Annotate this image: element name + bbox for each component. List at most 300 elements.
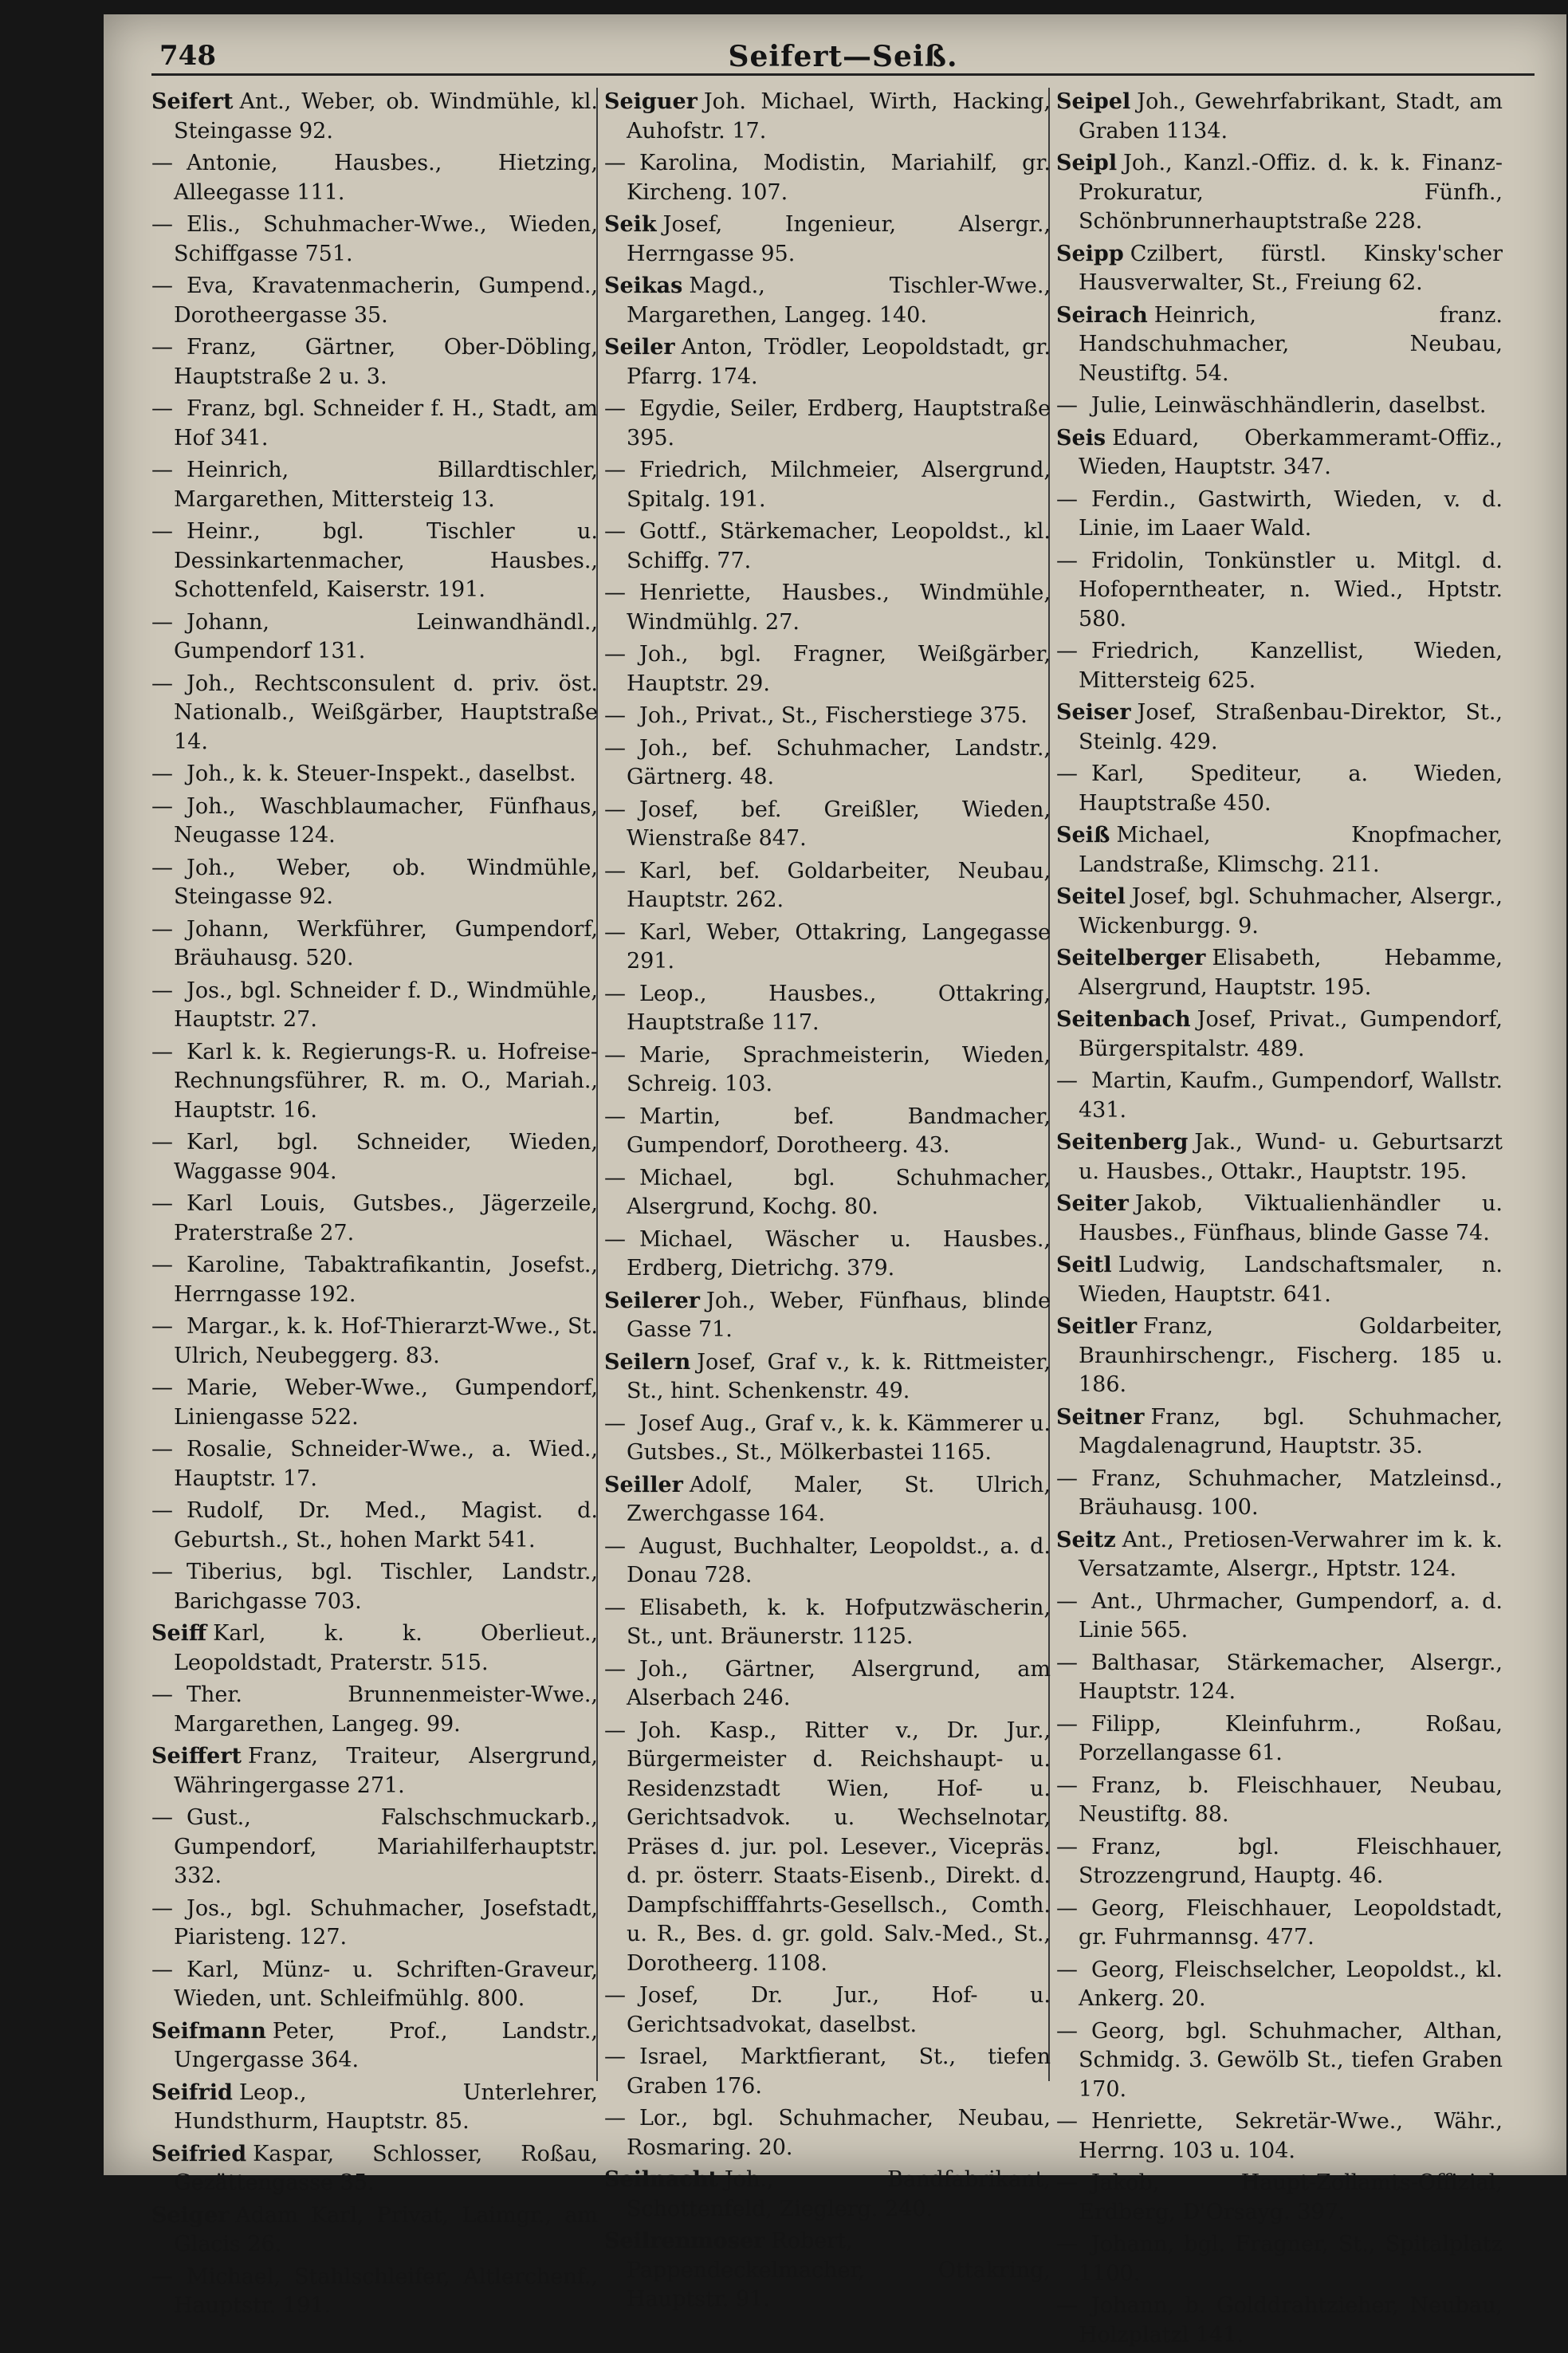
ditto-dash: — <box>1056 1773 1078 1798</box>
ditto-dash: — <box>604 1718 626 1743</box>
surname-heading: Seiter <box>1056 1191 1129 1216</box>
surname-heading: Seis <box>1056 425 1106 451</box>
entry-text: Karl k. k. Regierungs-R. u. Hofreise-Rechnungsführer, R. m. O., Mariah., Hauptstr. 16. <box>174 1039 598 1123</box>
entry-text: Magd., Tischler-Wwe., Margarethen, Langeg. 140. <box>627 273 1051 328</box>
directory-subentry <box>1056 1956 1503 2014</box>
entry-text: Franz, Gärtner, Ober-Döbling, Hauptstraße 2 u. 3. <box>174 335 598 389</box>
entry-text: Heinr., bgl. Tischler u. Dessinkartenmacher, Hausbes., Schottenfeld, Kaiserstr. 191. <box>174 519 598 602</box>
ditto-dash: — <box>604 1165 626 1190</box>
ditto-dash: — <box>151 1682 173 1707</box>
directory-subentry <box>151 395 598 453</box>
ditto-dash: — <box>151 458 173 482</box>
directory-subentry <box>151 333 598 392</box>
ditto-dash: — <box>1056 1957 1078 1982</box>
surname-heading: Seilern <box>604 1349 691 1375</box>
entry-text: Joh., k. k. Steuer-Inspekt., daselbst. <box>187 761 576 786</box>
directory-subentry <box>1056 2292 1503 2350</box>
directory-subentry <box>604 395 1051 453</box>
entry-text: Elisabeth, k. k. Hofputzwäscherin, St., unt. Bräunerstr. 1125. <box>627 1595 1051 1649</box>
entry-text: Kaspar, Schlosser, Roßau, Gezättengasse 35. <box>174 2141 598 2195</box>
directory-subentry <box>151 1681 598 1739</box>
entry-text: Martin, Kaufm., Gumpendorf, Wallstr. 431. <box>1079 1068 1503 1123</box>
ditto-dash: — <box>1056 1588 1078 1614</box>
ditto-dash: — <box>151 609 173 635</box>
ditto-dash: — <box>151 1039 173 1064</box>
directory-subentry <box>604 517 1051 576</box>
entry-text: Ant., Weber, ob. Windmühle, kl. Steingasse 92. <box>174 89 598 144</box>
ditto-dash: — <box>151 855 173 880</box>
directory-entry <box>151 2017 598 2076</box>
directory-subentry <box>151 608 598 667</box>
entry-text: Josef, Straßenbau-Direktor, St., Steinlg. 429. <box>1079 700 1503 754</box>
directory-subentry <box>604 1410 1051 1468</box>
entry-text: Johann, b. Golddrahtzieher, Neubau, Holzplatzl 141. <box>1079 2293 1503 2347</box>
entry-text: Leop., Unterlehrer, Hundsthurm, Hauptstr. 85. <box>174 2080 598 2134</box>
directory-subentry <box>151 1804 598 1891</box>
entry-text: Jos., bgl. Schuhmacher, Josefstadt, Piaristeng. 127. <box>174 1895 598 1950</box>
directory-subentry <box>604 1226 1051 1284</box>
directory-entry <box>1056 149 1503 237</box>
ditto-dash: — <box>1056 2170 1078 2195</box>
ditto-dash: — <box>151 1957 173 1982</box>
directory-subentry <box>604 1164 1051 1222</box>
directory-entry <box>1056 944 1503 1002</box>
entry-text: Heinrich, franz. Handschuhmacher, Neubau, Neustiftg. 54. <box>1079 302 1503 386</box>
entry-text: Heinrich, Billardtischler, Margarethen, Mittersteig 13. <box>174 458 598 512</box>
surname-heading: Seifmann <box>151 2018 266 2044</box>
surname-heading: Seik <box>604 212 657 237</box>
page-header <box>151 24 1535 76</box>
ditto-dash: — <box>604 981 626 1006</box>
directory-subentry <box>1056 1833 1503 1891</box>
ditto-dash: — <box>151 1314 173 1339</box>
surname-heading: Seitel <box>1056 884 1126 909</box>
entry-text: Franz, Schuhmacher, Matzleinsd., Bräuhausg. 100. <box>1079 1466 1503 1520</box>
ditto-dash: — <box>151 1191 173 1216</box>
entry-text: Peter, Prof., Landstr., Ungergasse 364. <box>174 2018 598 2072</box>
ditto-dash: — <box>1056 1650 1078 1675</box>
directory-subentry <box>151 1251 598 1309</box>
directory-subentry <box>151 1435 598 1493</box>
entry-text: Karl, Weber, Ottakring, Langegasse 291. <box>627 919 1051 974</box>
page-number: 748 <box>159 40 216 72</box>
directory-entry <box>1056 883 1503 941</box>
ditto-dash: — <box>151 151 173 175</box>
entry-text: Marie, Weber-Wwe., Gumpendorf, Liniengasse 522. <box>174 1375 598 1430</box>
entry-text: Karl, bgl. Schneider, Wieden, Waggasse 904. <box>174 1130 598 1184</box>
ditto-dash: — <box>1056 2109 1078 2134</box>
directory-subentry <box>1056 486 1503 544</box>
directory-entry <box>1056 1251 1503 1309</box>
entry-text: Georg, bgl. Schuhmacher, Althan, Schmidg. 3. Gewölb St., tiefen Graben 170. <box>1079 2018 1503 2102</box>
directory-subentry <box>604 980 1051 1038</box>
directory-subentry <box>604 1533 1051 1591</box>
entry-text: Michael, bgl. Schuhmacher, Alsergrund, Kochg. 80. <box>627 1165 1051 1219</box>
entry-text: Israel, Marktfierant, St., tiefen Graben 176. <box>627 2044 1051 2099</box>
entry-text: Martin, bef. Bandmacher, Gumpendorf, Dorotheerg. 43. <box>627 1104 1051 1158</box>
entry-text: Josef, Ingenieur, Alsergr., Herrngasse 95. <box>627 212 1051 266</box>
surname-heading: Seitenbach <box>1056 1007 1191 1032</box>
ditto-dash: — <box>151 761 173 786</box>
surname-heading: Seitz <box>1056 1527 1116 1552</box>
surname-heading: Seiß <box>1056 823 1110 848</box>
entry-text: Adam Karl, Privat, Laimgr., am Glacis 26. <box>174 2202 598 2257</box>
ditto-dash: — <box>604 2106 626 2131</box>
entry-text: Georg, Fleischhauer, Leopoldstadt, gr. Fuhrmannsg. 477. <box>1079 1895 1503 1950</box>
directory-subentry <box>1056 1588 1503 1646</box>
directory-subentry <box>1056 2017 1503 2105</box>
entry-text: Balthasar, Stärkemacher, Alsergr., Hauptstr. 124. <box>1079 1650 1503 1704</box>
entry-text: Karoline, Tabaktrafikantin, Josefst., Herrngasse 192. <box>174 1253 598 1307</box>
directory-subentry <box>1056 1772 1503 1830</box>
ditto-dash: — <box>604 1595 626 1620</box>
entry-text: Czilbert, fürstl. Kinsky'scher Hausverwalter, St., Freiung 62. <box>1079 241 1503 295</box>
directory-subentry <box>604 857 1051 915</box>
surname-heading: Seifried <box>151 2141 247 2166</box>
entry-text: Josef, bgl. Schuhmacher, Alsergr., Wickenburgg. 9. <box>1079 884 1503 938</box>
ditto-dash: — <box>604 1042 626 1068</box>
directory-subentry <box>604 640 1051 698</box>
directory-subentry <box>151 1497 598 1555</box>
entry-text: Lor., bgl. Schuhmacher, Neubau, Rosmaring. 20. <box>627 2106 1051 2160</box>
ditto-dash: — <box>1056 2293 1078 2318</box>
directory-entry <box>1056 88 1503 146</box>
ditto-dash: — <box>151 519 173 544</box>
column-middle <box>604 88 1051 2318</box>
directory-subentry <box>151 915 598 974</box>
directory-subentry <box>1056 1649 1503 1707</box>
surname-heading: Seipel <box>1056 89 1131 114</box>
entry-text: Tiberius, bgl. Tischler, Landstr., Barichgasse 703. <box>174 1560 598 1614</box>
directory-entry <box>151 1742 598 1800</box>
directory-subentry <box>151 211 598 269</box>
directory-entry <box>151 88 598 146</box>
entry-text: Adolf, Maler, St. Ulrich, Zwerchgasse 164. <box>627 1472 1051 1526</box>
ditto-dash: — <box>151 1375 173 1400</box>
directory-subentry <box>604 149 1051 207</box>
entry-text: Friedrich, Kanzellist, Wieden, Mittersteig 625. <box>1079 639 1503 693</box>
entry-text: Karl, k. k. Oberlieut., Leopoldstadt, Praterstr. 515. <box>174 1621 598 1675</box>
ditto-dash: — <box>151 1805 173 1830</box>
ditto-dash: — <box>151 273 173 298</box>
entry-text: Karl, Münz- u. Schriften-Graveur, Wieden, unt. Schleifmühlg. 800. <box>174 1957 598 2011</box>
entry-text: Franz, Traiteur, Alsergrund, Währingergasse 271. <box>174 1744 598 1798</box>
directory-entry <box>1056 1128 1503 1186</box>
directory-entry <box>1056 1312 1503 1400</box>
directory-subentry <box>1056 637 1503 695</box>
entry-text: Henriette, Sekretär-Wwe., Währ., Herrng. 103 u. 104. <box>1079 2109 1503 2163</box>
entry-text: Franz, Goldarbeiter, Braunhirschengr., Fischerg. 185 u. 186. <box>1079 1314 1503 1397</box>
directory-subentry <box>1056 392 1503 421</box>
entry-text: Joh., Gewehrfabrikant, Stadt, am Graben 1134. <box>1079 89 1503 144</box>
entry-text: Marie, Sprachmeisterin, Wieden, Schreig. 103. <box>627 1042 1051 1096</box>
directory-entry <box>1056 821 1503 879</box>
entry-text: Ludwig, Landschaftsmaler, n. Wieden, Hauptstr. 641. <box>1079 1253 1503 1307</box>
ditto-dash: — <box>604 797 626 822</box>
entry-text: Johann, bgl. Fragner, St., Spitalplatz 1100. <box>1079 2232 1503 2286</box>
entry-text: Josef, Privat., Gumpendorf, Bürgerspitalstr. 489. <box>1079 1007 1503 1061</box>
ditto-dash: — <box>604 919 626 945</box>
entry-text: Ant., Uhrmacher, Gumpendorf, a. d. Linie 565. <box>1079 1588 1503 1643</box>
surname-heading: Seiguer <box>604 89 698 114</box>
entry-text: Elis., Schuhmacher-Wwe., Wieden, Schiffgasse 751. <box>174 212 598 266</box>
entry-text: Eva, Kravatenmacherin, Gumpend., Dorotheergasse 35. <box>174 273 598 328</box>
directory-subentry <box>151 272 598 330</box>
entry-text: August, Buchhalter, Leopoldst., a. d. Donau 728. <box>627 1533 1051 1588</box>
directory-subentry <box>151 854 598 912</box>
ditto-dash: — <box>604 1226 626 1252</box>
ditto-dash: — <box>1056 2018 1078 2044</box>
entry-text: Ther. Brunnenmeister-Wwe., Margarethen, Langeg. 99. <box>174 1682 598 1737</box>
entry-text: Anton, Trödler, Leopoldstadt, gr. Pfarrg. 174. <box>627 335 1051 389</box>
ditto-dash: — <box>1056 393 1078 418</box>
entry-text: Karl, bef. Goldarbeiter, Neubau, Hauptstr. 262. <box>627 858 1051 912</box>
entry-text: Joh., Weber, Fünfhaus, blinde Gasse 71. <box>627 1288 1051 1342</box>
ditto-dash: — <box>151 396 173 421</box>
directory-subentry <box>1056 2169 1503 2227</box>
ditto-dash: — <box>151 671 173 696</box>
ditto-dash: — <box>604 519 626 544</box>
directory-subentry <box>604 1041 1051 1100</box>
surname-heading: Seiler <box>604 335 675 360</box>
directory-entry <box>1056 1190 1503 1248</box>
ditto-dash: — <box>151 916 173 942</box>
ditto-dash: — <box>604 396 626 421</box>
directory-subentry <box>1056 760 1503 818</box>
directory-entry <box>1056 1005 1503 1064</box>
directory-subentry <box>151 456 598 514</box>
directory-entry <box>1056 1403 1503 1462</box>
entry-text: Johann, Leinwandhändl., Gumpendorf 131. <box>174 609 598 663</box>
directory-subentry <box>604 702 1051 731</box>
directory-subentry <box>151 2263 598 2321</box>
entry-text: Jos., bgl. Schneider f. D., Windmühle, Hauptstr. 27. <box>174 978 598 1032</box>
directory-entry <box>1056 424 1503 482</box>
entry-text: Antonie, Hausbes., Hietzing, Alleegasse 111. <box>174 151 598 205</box>
ditto-dash: — <box>604 1533 626 1559</box>
entry-text: Karl Louis, Gutsbes., Jägerzeile, Praterstraße 27. <box>174 1191 598 1245</box>
surname-heading: Seitl <box>1056 1253 1112 1277</box>
ditto-dash: — <box>151 1253 173 1277</box>
directory-subentry <box>151 1038 598 1126</box>
surname-heading: Seiff <box>151 1621 207 1646</box>
directory-subentry <box>151 1956 598 2014</box>
directory-entry <box>151 1619 598 1678</box>
directory-entry <box>604 1287 1051 1345</box>
directory-subentry <box>151 1374 598 1432</box>
entry-text: Ant., Pretiosen-Verwahrer im k. k. Versatzamte, Alsergr., Hptstr. 124. <box>1079 1527 1503 1581</box>
directory-subentry <box>1056 547 1503 635</box>
surname-heading: Seilnacht <box>604 2167 718 2192</box>
directory-subentry <box>604 1655 1051 1714</box>
surname-heading: Seitner <box>1056 1404 1145 1430</box>
directory-entry <box>151 2079 598 2137</box>
directory-entry <box>1056 301 1503 389</box>
directory-entry <box>1056 698 1503 757</box>
surname-heading: Seipp <box>1056 241 1124 266</box>
directory-entry <box>604 1348 1051 1407</box>
ditto-dash: — <box>604 458 626 482</box>
ditto-dash: — <box>1056 1711 1078 1737</box>
entry-text: Eduard, Oberkammeramt-Offiz., Wieden, Hauptstr. 347. <box>1079 425 1503 479</box>
ditto-dash: — <box>604 858 626 883</box>
directory-page <box>104 14 1566 2347</box>
ditto-dash: — <box>151 1130 173 1155</box>
entry-text: Elisabeth, Hebamme, Alsergrund, Hauptstr. 195. <box>1079 946 1503 1000</box>
entry-text: Henriette, Hausbes., Windmühle, Windmühlg. 27. <box>627 580 1051 635</box>
directory-subentry <box>151 1190 598 1248</box>
ditto-dash: — <box>151 212 173 237</box>
directory-entry <box>1056 1526 1503 1584</box>
ditto-dash: — <box>151 2264 173 2289</box>
entry-text: Franz, bgl. Schneider f. H., Stadt, am Hof 341. <box>174 396 598 451</box>
directory-subentry <box>151 1558 598 1616</box>
entry-text: Johann, Werkführer, Gumpendorf, Bräuhausg. 520. <box>174 916 598 970</box>
directory-subentry <box>151 1312 598 1371</box>
ditto-dash: — <box>151 1437 173 1462</box>
entry-text: Joh. Michael, Wirth, Hacking, Auhofstr. 17. <box>627 89 1051 144</box>
surname-heading: Seitelberger <box>1056 946 1206 970</box>
entry-text: Joh., Bandfabrikant, Schottenfeld, Zieglerg. 240. <box>627 2167 1051 2221</box>
directory-subentry <box>1056 1710 1503 1769</box>
directory-subentry <box>604 1103 1051 1161</box>
entry-text: Friedrich, Milchmeier, Alsergrund, Spitalg. 191. <box>627 458 1051 512</box>
ditto-dash: — <box>151 1895 173 1921</box>
ditto-dash: — <box>604 1983 626 2008</box>
surname-heading: Seikas <box>604 273 683 298</box>
directory-subentry <box>604 456 1051 514</box>
entry-text: Fridolin, Tonkünstler u. Mitgl. d. Hofoperntheater, n. Wied., Hptstr. 580. <box>1079 548 1503 632</box>
entry-text: Michael, Wäscher u. Hausbes., Erdberg, Dietrichg. 379. <box>627 1226 1051 1281</box>
directory-subentry <box>1056 1895 1503 1953</box>
directory-subentry <box>151 760 598 789</box>
ditto-dash: — <box>1056 548 1078 573</box>
ditto-dash: — <box>1056 1834 1078 1859</box>
entry-text: Gottf., Stärkemacher, Leopoldst., kl. Schiffg. 77. <box>627 519 1051 573</box>
entry-text: Egydie, Seiler, Erdberg, Hauptstraße 395. <box>627 396 1051 451</box>
ditto-dash: — <box>604 1656 626 1682</box>
ditto-dash: — <box>1056 1466 1078 1491</box>
directory-entry <box>604 2227 1051 2315</box>
ditto-dash: — <box>151 793 173 819</box>
directory-subentry <box>151 977 598 1035</box>
entry-text: Julie, Leinwäschhändlerin, daselbst. <box>1091 393 1487 418</box>
ditto-dash: — <box>1056 486 1078 512</box>
ditto-dash: — <box>604 735 626 761</box>
surname-heading: Seifrid <box>151 2080 233 2105</box>
directory-subentry <box>604 734 1051 793</box>
entry-text: Rudolf, Dr. Med., Magist. d. Geburtsh., St., hohen Markt 541. <box>174 1498 598 1552</box>
ditto-dash: — <box>151 1498 173 1523</box>
directory-subentry <box>1056 1067 1503 1125</box>
entry-text: Josef, Graf v., k. k. Rittmeister, St., hint. Schenkenstr. 49. <box>627 1349 1051 1403</box>
surname-heading: Seitenberg <box>1056 1130 1189 1155</box>
entry-text: Joh., Privat., St., Fischerstiege 375. <box>639 703 1028 728</box>
ditto-dash: — <box>604 703 626 728</box>
entry-text: Joh., Rechtsconsulent d. priv. öst. Nationalb., Weißgärber, Hauptstraße 14. <box>174 671 598 754</box>
directory-subentry <box>604 1717 1051 1979</box>
directory-subentry <box>604 796 1051 854</box>
directory-subentry <box>151 793 598 851</box>
ditto-dash: — <box>151 335 173 360</box>
column-left <box>151 88 598 2324</box>
directory-subentry <box>604 1594 1051 1652</box>
entry-text: Joh., bgl. Fragner, Weißgärber, Hauptstr. 29. <box>627 642 1051 696</box>
entry-text: Joh., bef. Schuhmacher, Landstr., Gärtnerg. 48. <box>627 735 1051 789</box>
entry-text: Rosalie, Schneider-Wwe., a. Wied., Hauptstr. 17. <box>174 1437 598 1491</box>
directory-entry <box>151 2140 598 2198</box>
directory-subentry <box>151 517 598 605</box>
directory-entry <box>151 2202 598 2260</box>
entry-text: Joh., Kanzl.-Offiz. d. k. k. Finanz-Prokuratur, Fünfh., Schönbrunnerhauptstraße 228. <box>1079 151 1503 234</box>
surname-heading: Seiffert <box>151 1744 242 1769</box>
directory-subentry <box>604 579 1051 637</box>
ditto-dash: — <box>151 1560 173 1584</box>
ditto-dash: — <box>1056 1895 1078 1921</box>
directory-subentry <box>604 1981 1051 2040</box>
entry-text: Robert, Pappendeckelmacher, Ottakring, Hauptstr. 91. <box>627 2229 1051 2312</box>
column-right <box>1056 88 1503 2353</box>
directory-entry <box>604 88 1051 146</box>
ditto-dash: — <box>604 2044 626 2069</box>
entry-text: Filipp, Kleinfuhrm., Roßau, Porzellangasse 61. <box>1079 1711 1503 1765</box>
entry-text: Michael, Stahlschleifer, Altlerchenf., Hauptstr. 191. <box>174 2264 598 2318</box>
entry-text: Joh., Gärtner, Alsergrund, am Alserbach 246. <box>627 1656 1051 1710</box>
ditto-dash: — <box>1056 1068 1078 1093</box>
directory-subentry <box>604 919 1051 977</box>
entry-text: Franz, b. Fleischhauer, Neubau, Neustiftg. 88. <box>1079 1773 1503 1827</box>
surname-heading: Seiser <box>1056 700 1131 725</box>
entry-text: Franz, bgl. Fleischhauer, Strozzengrund, Hauptg. 46. <box>1079 1834 1503 1888</box>
entry-text: Joh. Kasp., Ritter v., Dr. Jur., Bürgermeister d. Reichshaupt- u. Residenzstadt Wien, Hof- u. Gerichtsadvok. u. Wechselnotar, Präses d. jur. pol. Lesever., Vicepräs. d. pr. österr. Staats-Eisenb., Direkt. d. Dampfschifffahrts-Gesellsch., Comth. u. R., Bes. d. gr. gold. Salv.-Med., St., Dorotheerg. 1108. <box>627 1718 1051 1976</box>
entry-text: Karl, Spediteur, a. Wieden, Hauptstraße 450. <box>1079 761 1503 816</box>
entry-text: Margar., k. k. Hof-Thierarzt-Wwe., St. Ulrich, Neubeggerg. 83. <box>174 1314 598 1368</box>
directory-entry <box>604 211 1051 269</box>
ditto-dash: — <box>1056 2232 1078 2257</box>
entry-text: Jak., Wund- u. Geburtsarzt u. Hausbes., Ottakr., Hauptstr. 195. <box>1079 1130 1503 1184</box>
directory-subentry <box>604 2104 1051 2162</box>
directory-subentry <box>151 670 598 757</box>
directory-entry <box>604 333 1051 392</box>
directory-entry <box>604 2166 1051 2224</box>
directory-subentry <box>1056 1465 1503 1523</box>
entry-text: Josef, Dr. Jur., Hof- u. Gerichtsadvokat, daselbst. <box>627 1983 1051 2037</box>
ditto-dash: — <box>604 642 626 667</box>
surname-heading: Seilrenmoser <box>604 2229 765 2253</box>
entry-text: Karolina, Modistin, Mariahilf, gr. Kircheng. 107. <box>627 151 1051 205</box>
entry-text: Michael, Knopfmacher, Landstraße, Klimschg. 211. <box>1079 823 1503 877</box>
ditto-dash: — <box>151 978 173 1003</box>
entry-text: Josef Aug., Graf v., k. k. Kämmerer u. Gutsbes., St., Mölkerbastei 1165. <box>627 1411 1051 1465</box>
entry-text: Leop., Hausbes., Ottakring, Hauptstraße 117. <box>627 981 1051 1035</box>
surname-heading: Seiller <box>604 1472 683 1497</box>
entry-text: Franz, bgl. Schuhmacher, Magdalenagrund, Hauptstr. 35. <box>1079 1404 1503 1458</box>
directory-subentry <box>151 1128 598 1186</box>
directory-subentry <box>151 149 598 207</box>
entry-text: Georg, Fleischselcher, Leopoldst., kl. Ankerg. 20. <box>1079 1957 1503 2011</box>
entry-text: Ferdin., Gastwirth, Wieden, v. d. Linie, im Laaer Wald. <box>1079 486 1503 541</box>
surname-heading: Seifert <box>151 89 234 114</box>
directory-subentry <box>1056 2230 1503 2288</box>
directory-subentry <box>151 1895 598 1953</box>
entry-text: Jakob, Viktualienhändler u. Hausbes., Fünfhaus, blinde Gasse 74. <box>1079 1191 1503 1245</box>
ditto-dash: — <box>604 1104 626 1129</box>
directory-entry <box>604 1471 1051 1529</box>
ditto-dash: — <box>1056 761 1078 786</box>
entry-text: Gust., Falschschmuckarb., Gumpendorf, Mariahilferhauptstr. 332. <box>174 1805 598 1888</box>
entry-text: Josef, bef. Greißler, Wieden, Wienstraße 847. <box>627 797 1051 851</box>
ditto-dash: — <box>604 151 626 175</box>
